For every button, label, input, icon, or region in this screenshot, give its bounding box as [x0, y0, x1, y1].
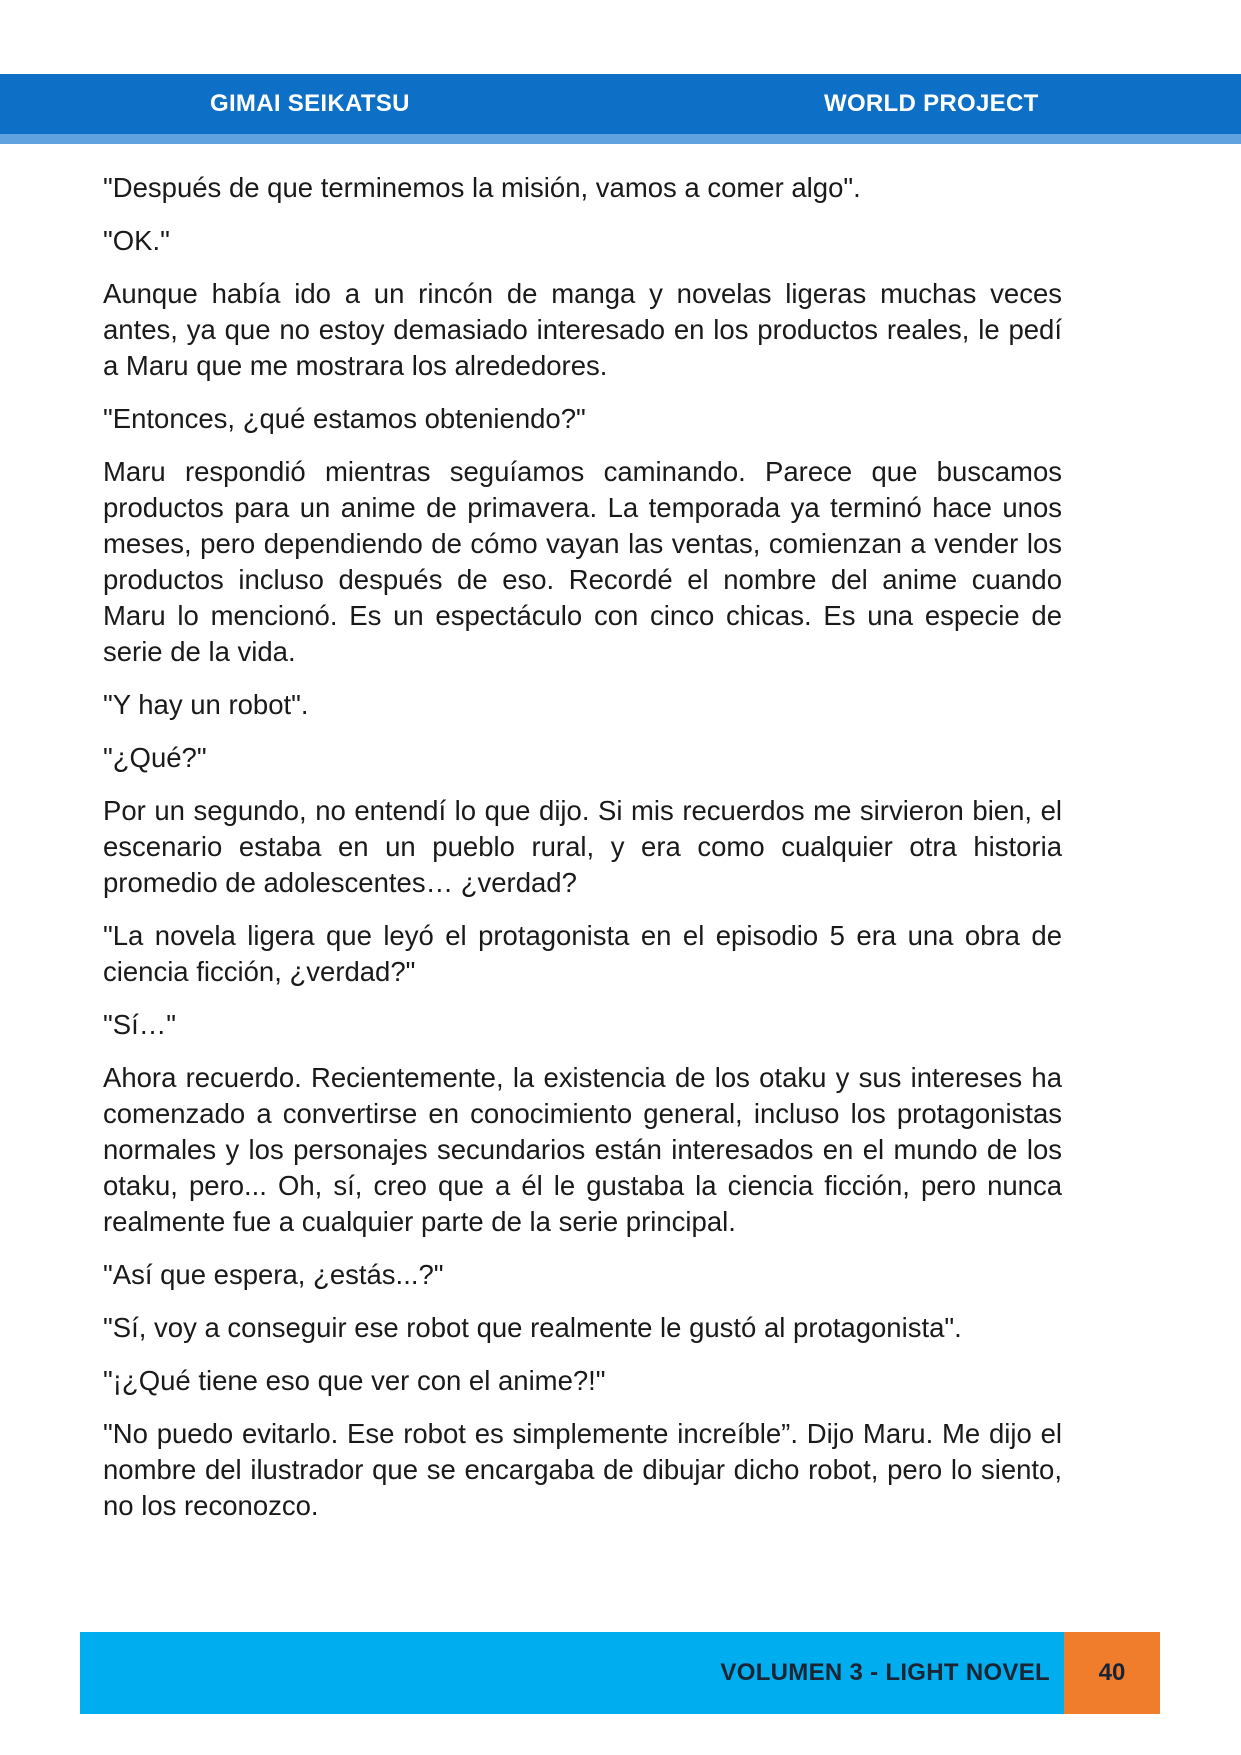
page-number: 40	[1098, 1659, 1126, 1686]
paragraph: "La novela ligera que leyó el protagonista en el episodio 5 era una obra de ciencia ficción, ¿verdad?"	[103, 920, 1062, 987]
footer-volume-label: VOLUMEN 3 - LIGHT NOVEL	[720, 1659, 1050, 1686]
paragraph: "Así que espera, ¿estás...?"	[103, 1259, 444, 1290]
header-group-name: WORLD PROJECT	[824, 90, 1039, 117]
paragraph: "No puedo evitarlo. Ese robot es simplemente increíble”. Dijo Maru. Me dijo el nombre del ilustrador que se encargaba de dibujar dicho robot, pero lo siento, no los reconozco.	[103, 1418, 1062, 1521]
paragraph: "OK."	[103, 225, 170, 256]
page-footer	[80, 1632, 1064, 1714]
paragraph: "Después de que terminemos la misión, vamos a comer algo".	[103, 172, 861, 203]
body-text	[103, 170, 1062, 1541]
header-series-title: GIMAI SEIKATSU	[210, 90, 410, 117]
page-number-box	[1064, 1632, 1160, 1714]
paragraph: "Entonces, ¿qué estamos obteniendo?"	[103, 403, 586, 434]
paragraph: "¡¿Qué tiene eso que ver con el anime?!"	[103, 1365, 606, 1396]
paragraph: Aunque había ido a un rincón de manga y novelas ligeras muchas veces antes, ya que no estoy demasiado interesado en los productos reales, le pedí a Maru que me mostrara los alrededores.	[103, 278, 1062, 381]
paragraph: "Sí…"	[103, 1009, 177, 1040]
paragraph: "¿Qué?"	[103, 742, 207, 773]
paragraph: Maru respondió mientras seguíamos caminando. Parece que buscamos productos para un anime de primavera. La temporada ya terminó hace unos meses, pero dependiendo de cómo vayan las ventas, comienzan a vender los productos incluso después de eso. Recordé el nombre del anime cuando Maru lo mencionó. Es un espectáculo con cinco chicas. Es una especie de serie de la vida.	[103, 456, 1062, 667]
paragraph: "Y hay un robot".	[103, 689, 309, 720]
page-header	[0, 74, 1241, 144]
paragraph: "Sí, voy a conseguir ese robot que realmente le gustó al protagonista".	[103, 1312, 962, 1343]
paragraph: Ahora recuerdo. Recientemente, la existencia de los otaku y sus intereses ha comenzado a convertirse en conocimiento general, incluso los protagonistas normales y los personajes secundarios están interesados en el mundo de los otaku, pero... Oh, sí, creo que a él le gustaba la ciencia ficción, pero nunca realmente fue a cualquier parte de la serie principal.	[103, 1062, 1062, 1237]
paragraph: Por un segundo, no entendí lo que dijo. Si mis recuerdos me sirvieron bien, el escenario estaba en un pueblo rural, y era como cualquier otra historia promedio de adolescentes… ¿verdad?	[103, 795, 1062, 898]
